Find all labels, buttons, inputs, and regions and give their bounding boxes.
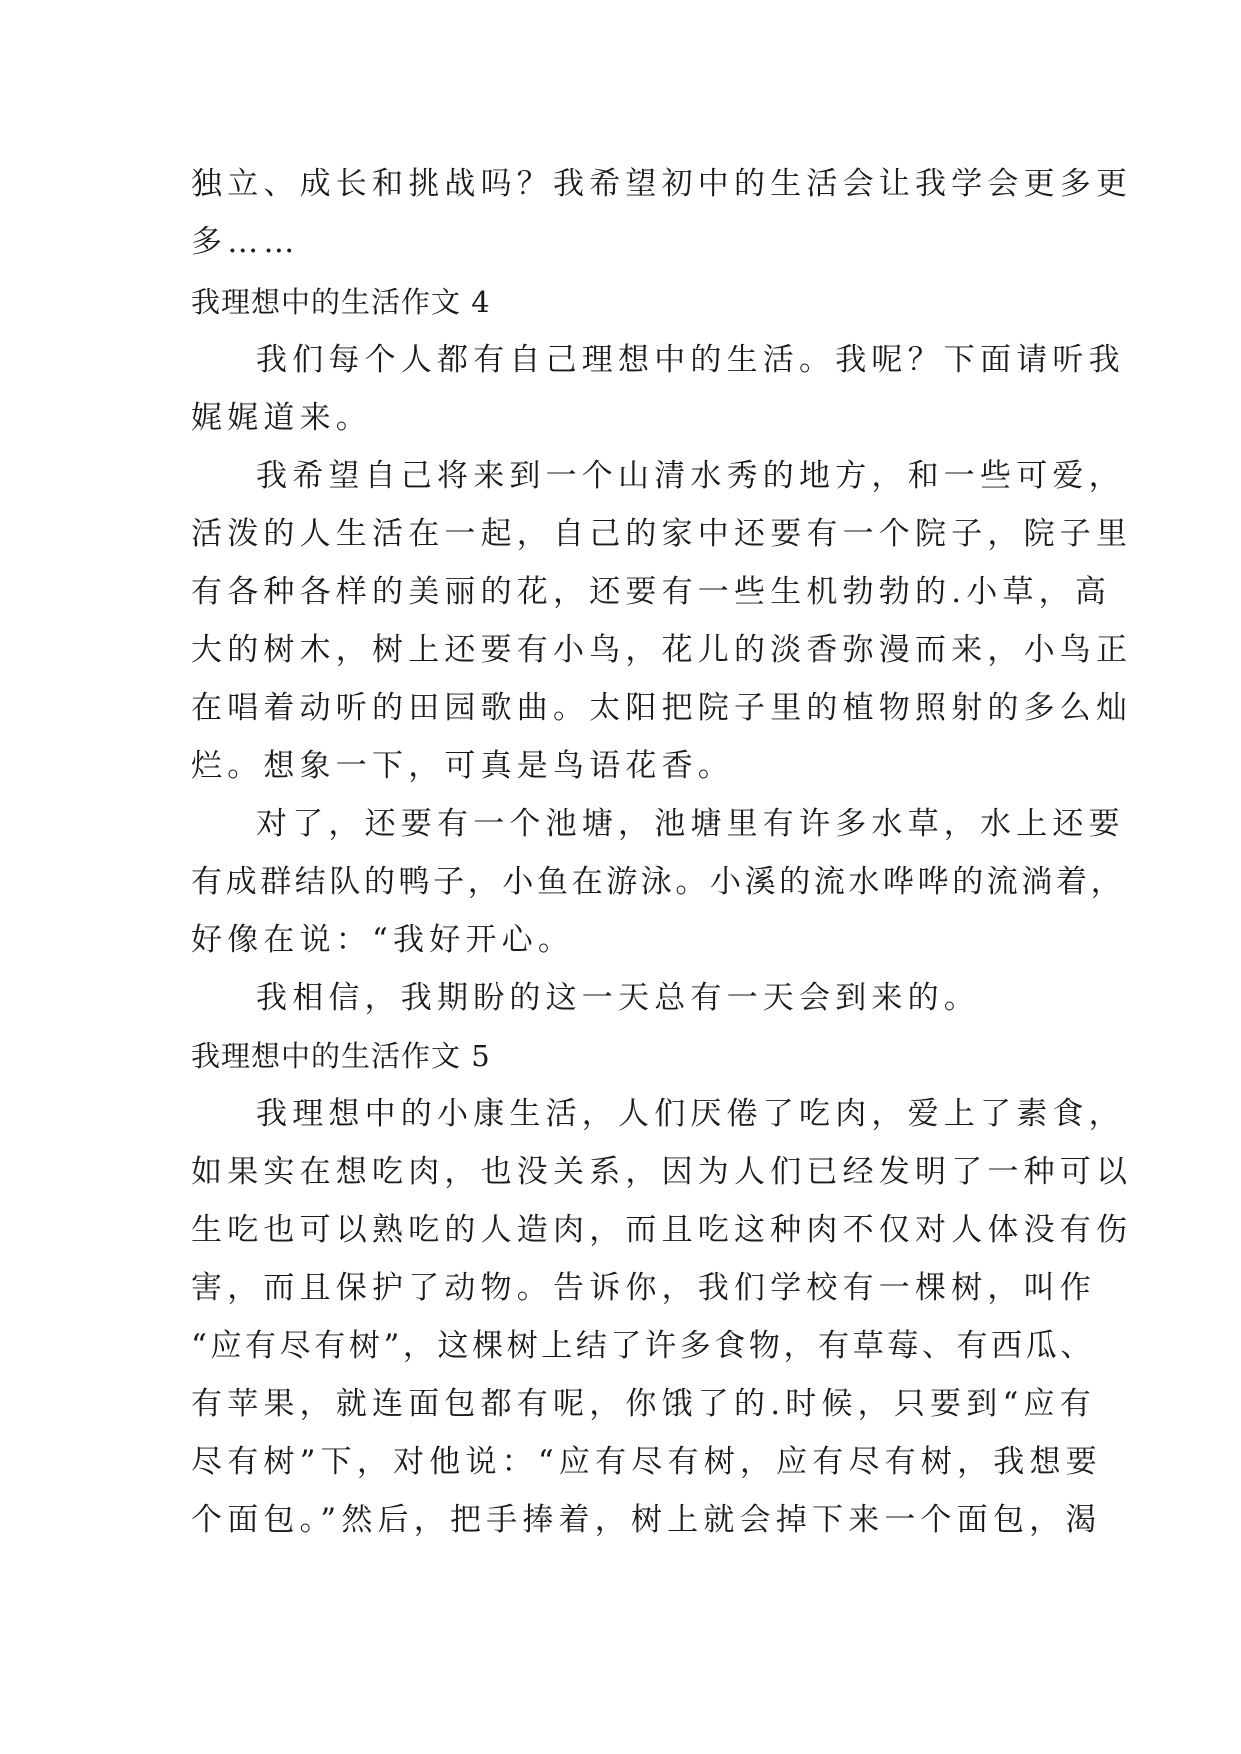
body-text-line: 烂。想象一下，可真是鸟语花香。 (191, 748, 734, 784)
body-text-line: 有苹果，就连面包都有呢，你饿了的.时候，只要到“应有 (191, 1386, 1096, 1422)
body-text-line: 个面包。”然后，把手捧着，树上就会掉下来一个面包，渴 (191, 1502, 1102, 1538)
paragraph-first-line: 我希望自己将来到一个山清水秀的地方，和一些可爱， (256, 458, 1125, 494)
body-text-line: 好像在说：“我好开心。 (191, 922, 575, 958)
body-text-line: 尽有树”下，对他说：“应有尽有树，应有尽有树，我想要 (191, 1444, 1102, 1480)
paragraph-first-line: 对了，还要有一个池塘，池塘里有许多水草，水上还要 (256, 806, 1125, 842)
body-text-line: 有成群结队的鸭子，小鱼在游泳。小溪的流水哗哗的流淌着， (191, 864, 1126, 900)
paragraph-first-line: 我相信，我期盼的这一天总有一天会到来的。 (256, 980, 980, 1016)
body-text-line: 如果实在想吃肉，也没关系，因为人们已经发明了一种可以 (191, 1154, 1133, 1190)
paragraph-first-line: 我们每个人都有自己理想中的生活。我呢？下面请听我 (256, 342, 1125, 378)
body-text-line: 多…… (191, 224, 300, 260)
body-text-line: 活泼的人生活在一起，自己的家中还要有一个院子，院子里 (191, 516, 1133, 552)
body-text-line: 独立、成长和挑战吗？我希望初中的生活会让我学会更多更 (191, 166, 1133, 202)
paragraph-first-line: 我理想中的小康生活，人们厌倦了吃肉，爱上了素食， (256, 1096, 1125, 1132)
body-text-line: 有各种各样的美丽的花，还要有一些生机勃勃的.小草，高 (191, 574, 1112, 610)
section-heading: 我理想中的生活作文 4 (191, 285, 491, 319)
body-text-line: 生吃也可以熟吃的人造肉，而且吃这种肉不仅对人体没有伤 (191, 1212, 1133, 1248)
body-text-line: “应有尽有树”，这棵树上结了许多食物，有草莓、有西瓜、 (191, 1328, 1095, 1364)
body-text-line: 娓娓道来。 (191, 400, 372, 436)
section-heading: 我理想中的生活作文 5 (191, 1039, 491, 1073)
body-text-line: 大的树木，树上还要有小鸟，花儿的淡香弥漫而来，小鸟正 (191, 632, 1133, 668)
body-text-line: 害，而且保护了动物。告诉你，我们学校有一棵树，叫作 (191, 1270, 1096, 1306)
body-text-line: 在唱着动听的田园歌曲。太阳把院子里的植物照射的多么灿 (191, 690, 1133, 726)
